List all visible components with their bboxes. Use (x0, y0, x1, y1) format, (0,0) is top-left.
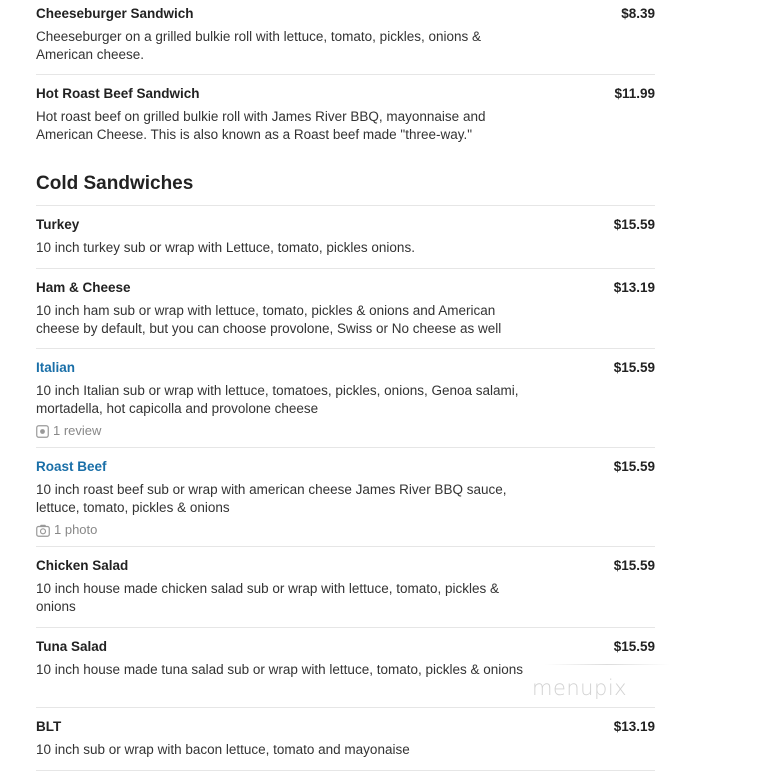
item-name: Tuna Salad (36, 639, 108, 654)
item-name-link[interactable]: Roast Beef (36, 459, 107, 474)
item-description: 10 inch Italian sub or wrap with lettuce, tomatoes, pickles, onions, Genoa salami, mortadella, hot capicolla and provolone cheese (36, 383, 519, 416)
item-header (36, 360, 655, 376)
review-link[interactable] (36, 423, 655, 439)
menu-item-italian (36, 349, 655, 448)
item-price: $13.19 (613, 719, 655, 734)
item-description: 10 inch turkey sub or wrap with Lettuce, tomato, pickles onions. (36, 240, 415, 255)
review-count: 1 review (53, 423, 102, 438)
watermark: menupix (532, 676, 628, 700)
item-header (36, 217, 655, 233)
menu-list (36, 0, 655, 771)
item-description: 10 inch ham sub or wrap with lettuce, tomato, pickles & onions and American cheese by default, but you can choose provolone, Swiss or No cheese as well (36, 303, 502, 336)
item-price: $15.59 (613, 558, 655, 573)
item-name-link[interactable]: Italian (36, 360, 76, 375)
item-name: Chicken Salad (36, 558, 129, 573)
item-price: $15.59 (613, 217, 655, 232)
item-header (36, 639, 655, 655)
item-name: BLT (36, 719, 62, 734)
item-header (36, 558, 655, 574)
item-header (36, 86, 655, 102)
item-header (36, 719, 655, 735)
photo-count: 1 photo (54, 522, 98, 537)
item-name: Hot Roast Beef Sandwich (36, 86, 200, 101)
item-description: 10 inch sub or wrap with bacon lettuce, tomato and mayonaise (36, 742, 410, 757)
item-header (36, 6, 655, 22)
item-name: Turkey (36, 217, 80, 232)
menu-item-ham-cheese (36, 269, 655, 349)
menu-item-roast-beef (36, 448, 655, 547)
menu-item-turkey (36, 206, 655, 269)
item-description: 10 inch house made chicken salad sub or wrap with lettuce, tomato, pickles & onions (36, 581, 499, 614)
item-price: $8.39 (621, 6, 655, 21)
photo-link[interactable] (36, 522, 655, 538)
review-icon (36, 425, 49, 438)
item-description: Hot roast beef on grilled bulkie roll with James River BBQ, mayonnaise and American Cheese. This is also known as a Roast beef made "three-way." (36, 109, 486, 142)
item-description: 10 inch house made tuna salad sub or wrap with lettuce, tomato, pickles & onions (36, 662, 524, 677)
item-header (36, 280, 655, 296)
section-title: Cold Sandwiches (36, 173, 194, 194)
item-name: Ham & Cheese (36, 280, 131, 295)
item-price: $13.19 (613, 280, 655, 295)
watermark-divider (545, 664, 670, 665)
item-price: $15.59 (613, 360, 655, 375)
item-price: $15.59 (613, 639, 655, 654)
item-header (36, 459, 655, 475)
item-description: Cheeseburger on a grilled bulkie roll with lettuce, tomato, pickles, onions & American cheese. (36, 29, 481, 62)
menu-item-hot-roast-beef-sandwich (36, 75, 655, 155)
section-header-cold-sandwiches (36, 155, 655, 206)
item-price: $11.99 (614, 86, 655, 101)
menu-item-blt (36, 708, 655, 771)
menu-item-chicken-salad (36, 547, 655, 628)
menu-item-cheeseburger-sandwich (36, 0, 655, 75)
item-price: $15.59 (613, 459, 655, 474)
item-name: Cheeseburger Sandwich (36, 6, 194, 21)
item-description: 10 inch roast beef sub or wrap with american cheese James River BBQ sauce, lettuce, tomato, pickles & onions (36, 482, 507, 515)
camera-icon (36, 524, 50, 537)
